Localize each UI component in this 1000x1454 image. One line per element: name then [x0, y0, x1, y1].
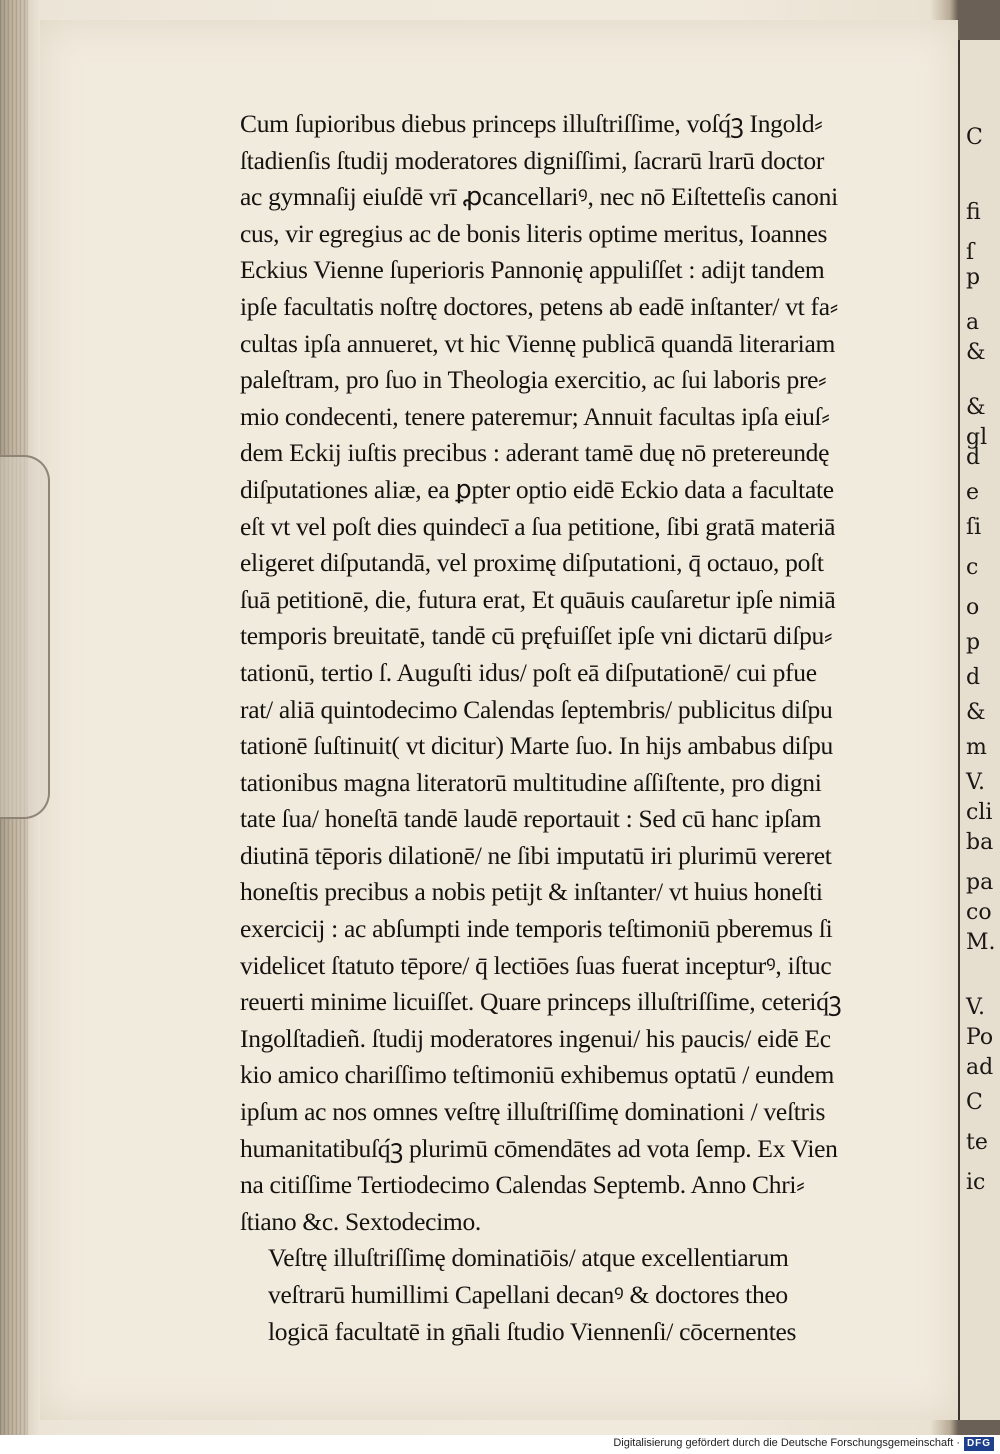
text-line: kio amico chariſſimo teſtimoniū exhibemus optatū / eundem [240, 1060, 835, 1090]
text-line: humanitatibuſq́ꝫ plurimū cōmendātes ad vota ſemp. Ex Vien [240, 1133, 838, 1163]
text-line: tationū, tertio ſ. Auguſti idus/ poſt eā diſputationē/ cui pfue [240, 657, 817, 687]
text-line: ſtiano &c. Sextodecimo. [240, 1206, 481, 1236]
next-page-fragment: m [966, 735, 987, 760]
page-clip [0, 455, 50, 819]
text-line: tationē ſuſtinuit( vt dicitur) Marte ſuo. In hijs ambabus diſpu [240, 731, 834, 761]
next-page-fragment: d [966, 445, 981, 470]
next-page-fragment: cli [966, 800, 993, 825]
closing-line: Veſtrę illuſtriſſimę dominatiōis/ atque excellentiarum [268, 1243, 789, 1273]
text-line: diutinā tēporis dilationē/ ne ſibi imputatū iri plurimū vereret [240, 840, 832, 870]
next-page-fragment: M. [966, 930, 996, 955]
next-page-fragment: d [966, 665, 981, 690]
text-line: honeſtis precibus a nobis petijt & inſtanter/ vt huius honeſti [240, 877, 823, 907]
text-line: reuerti minime licuiſſet. Quare princeps illuſtriſſime, ceteriq́ꝫ [240, 987, 842, 1017]
text-line: exercicij : ac abſumpti inde temporis teſtimoniū pberemus ſi [240, 914, 833, 944]
next-page-fragment: & [966, 395, 986, 420]
text-line: Eckius Vienne ſuperioris Pannonię appuliſſet : adijt tandem [240, 255, 825, 285]
text-line: ipſe facultatis noſtrę doctores, petens ab eadē inſtanter/ vt fa⸗ [240, 291, 838, 321]
closing-line: logicā facultatē in gn̄ali ſtudio Viennenſi/ cōcernentes [268, 1316, 797, 1346]
next-page-fragment: c [966, 555, 979, 580]
text-line: eſt vt vel poſt dies quindecī a ſua petitione, ſibi gratā materiā [240, 511, 836, 541]
next-page-fragment: fi [966, 200, 981, 225]
next-page-fragment: V. [966, 770, 986, 795]
next-page-fragment: o [966, 595, 980, 620]
text-line: tationibus magna literatorū multitudine aſſiſtente, pro digni [240, 767, 822, 797]
text-line: ipſum ac nos omnes veſtrę illuſtriſſimę dominationi / veſtris [240, 1097, 826, 1127]
next-page-fragment: ad [966, 1055, 994, 1080]
next-page-fragment: te [966, 1130, 988, 1155]
next-page-fragment: e [966, 480, 980, 505]
next-page-fragment: C [966, 1090, 983, 1115]
text-line: cus, vir egregius ac de bonis literis optime meritus, Ioannes [240, 218, 828, 248]
text-line: tate ſua/ honeſtā tandē laudē reportauit : Sed cū hanc ipſam [240, 804, 822, 834]
next-page-fragment: V. [966, 995, 986, 1020]
text-line: rat/ aliā quintodecimo Calendas ſeptembris/ publicitus diſpu [240, 694, 833, 724]
next-page-fragment: ic [966, 1170, 986, 1195]
text-line: mio condecenti, tenere pateremur; Annuit facultas ipſa eiuſ⸗ [240, 401, 830, 431]
next-page-fragment: pa [966, 870, 994, 895]
text-line: ſtadienſis ſtudij moderatores digniſſimi, ſacrarū lrarū doctor [240, 145, 825, 175]
next-page-fragment: C [966, 125, 983, 150]
text-line: videlicet ſtatuto tēpore/ q̄ lectiōes ſuas fuerat incepturꝰ, iſtuc [240, 950, 832, 980]
next-page-fragment: co [966, 900, 992, 925]
text-line: diſputationes aliæ, ea ꝑpter optio eidē Eckio data a facultate [240, 474, 834, 504]
text-line: eligeret diſputandā, vel proximę diſputationi, q̄ octauo, poſt [240, 548, 824, 578]
dfg-logo: DFG [964, 1437, 994, 1451]
text-line: Cum ſupioribus diebus princeps illuſtriſſime, voſq́ꝫ Ingold⸗ [240, 109, 823, 138]
text-line: na citiſſime Tertiodecimo Calendas Septemb. Anno Chri⸗ [240, 1170, 805, 1200]
next-page-fragment: & [966, 340, 986, 365]
next-page-fragment: Po [966, 1025, 994, 1050]
text-line: temporis breuitatē, tandē cū pręfuiſſet ipſe vni dictarū diſpu⸗ [240, 621, 833, 651]
text-line: cultas ipſa annueret, vt hic Viennę publicā quandā literariam [240, 328, 836, 358]
page-text-block [240, 106, 940, 1350]
text-line: ac gymnaſij eiuſdē vrī ꝓcancellariꝰ, nec nō Eiſtetteſis canoni [240, 182, 838, 212]
footer-credit: Digitalisierung gefördert durch die Deutsche Forschungsgemeinschaft · [613, 1437, 960, 1449]
next-page-fragment: p [966, 630, 981, 655]
closing-line: veſtrarū humillimi Capellani decanꝰ & doctores theo [268, 1280, 788, 1309]
next-page-fragment: & [966, 700, 986, 725]
text-line: dem Eckij iuſtis precibus : aderant tamē duę nō pretereundę [240, 438, 830, 468]
next-page-fragment: ſ [966, 240, 975, 265]
next-page-fragment: ba [966, 830, 994, 855]
footer-bar [0, 1435, 1000, 1454]
next-page-fragment: gl [966, 425, 988, 450]
text-line: Ingolſtadieñ. ſtudij moderatores ingenui/ his paucis/ eidē Ec [240, 1023, 831, 1053]
text-line: ſuā petitionē, die, futura erat, Et quāuis cauſaretur ipſe nimiā [240, 584, 836, 614]
next-page-fragment: ſi [966, 515, 982, 540]
next-page-fragment: a [966, 310, 980, 335]
next-page-fragment: p [966, 265, 981, 290]
text-line: paleſtram, pro ſuo in Theologia exercitio, ac ſui laboris pre⸗ [240, 365, 827, 395]
next-page-edge [958, 40, 1000, 1420]
